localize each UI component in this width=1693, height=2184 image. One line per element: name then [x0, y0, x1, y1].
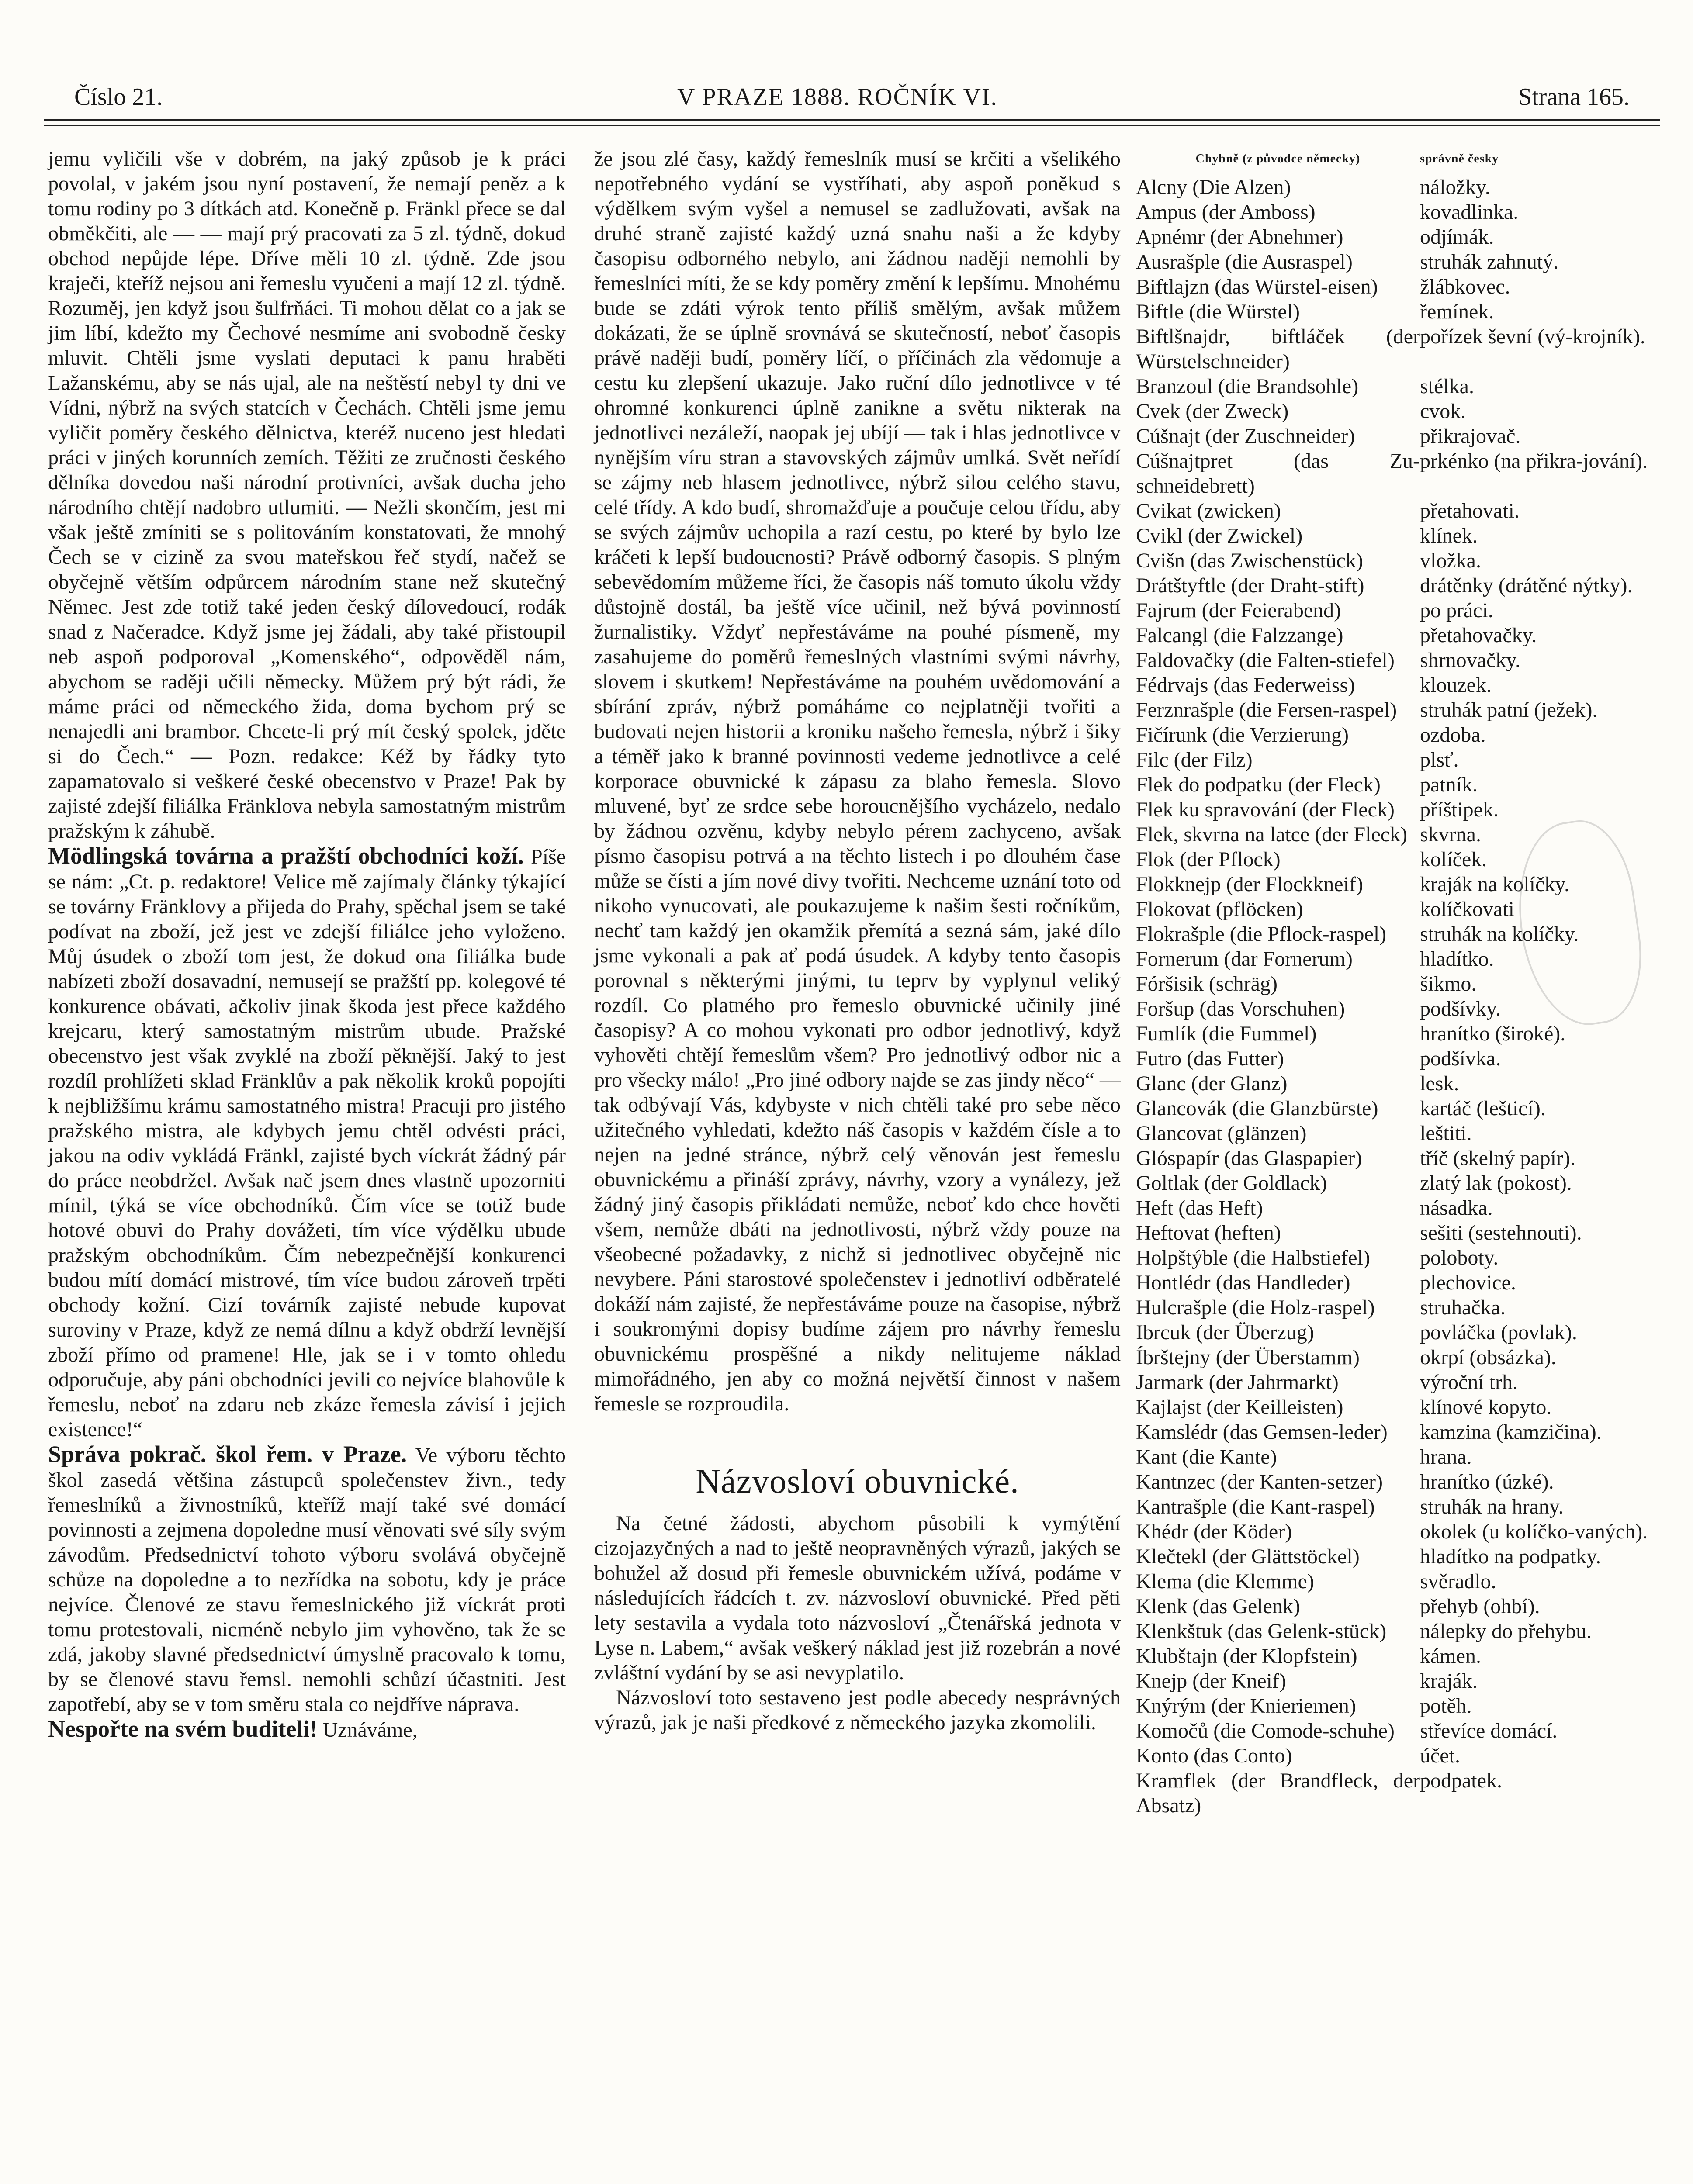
glossary-term: Knýrým (der Knieriemen): [1136, 1694, 1356, 1717]
paragraph: Na četné žádosti, abychom působili k vymýtění cizojazyčných a nad to ještě neopravněných výrazů, jakých se bohužel až dosud při řemesle obuvnickém užívá, podáme v následujících řádcích t. zv. názvosloví obuvnické. Před pěti lety sestavila a vydala toto názvosloví „Čtenářská jednota v Lyse n. Labem,“ avšak veškerý náklad jest již rozebrán a nové zvláštní vydání by se asi nevyplatilo.: [594, 1512, 1121, 1684]
glossary-term: Cvikat (zwicken): [1136, 499, 1281, 522]
glossary-term: Fóršisik (schräg): [1136, 972, 1278, 995]
glossary-header: [1136, 146, 1669, 171]
glossary-term: Biftle (die Würstel): [1136, 300, 1300, 323]
glossary-translation: řemínek.: [1420, 300, 1494, 323]
glossary-translation: šikmo.: [1420, 972, 1477, 995]
glossary-row: [1136, 1693, 1669, 1718]
glossary-row: [1136, 424, 1669, 449]
glossary-translation: kolíček.: [1420, 848, 1487, 871]
glossary-term: Fornerum (dar Fornerum): [1136, 947, 1353, 971]
glossary-row: [1136, 797, 1669, 822]
glossary-translation: kolíčkovati: [1420, 898, 1514, 921]
header-rule: [44, 119, 1660, 121]
paragraph: Názvosloví toto sestaveno jest podle abecedy nesprávných výrazů, jak je naši předkové z německého jazyka zkomolili.: [594, 1686, 1121, 1734]
glossary-translation: patník.: [1420, 773, 1478, 796]
glossary-translation: kraják.: [1420, 1669, 1478, 1693]
glossary-term: Cvek (der Zweck): [1136, 400, 1289, 423]
glossary-term: Konto (das Conto): [1136, 1744, 1292, 1767]
glossary-term: Glanc (der Glanz): [1136, 1072, 1288, 1095]
glossary-translation: hrana.: [1420, 1445, 1472, 1469]
column-2: [594, 146, 1121, 1735]
header-rule-thin: [44, 125, 1660, 126]
glossary-term: Faldovačky (die Falten-stiefel): [1136, 649, 1395, 672]
glossary-translation: po práci.: [1420, 599, 1493, 622]
glossary-translation: přehyb (ohbí).: [1420, 1595, 1540, 1618]
glossary-row: [1136, 1320, 1669, 1345]
glossary-translation: přikrajovač.: [1420, 425, 1521, 448]
glossary-translation: struhák zahnutý.: [1420, 250, 1559, 273]
glossary-translation: kovadlinka.: [1420, 200, 1519, 224]
glossary-translation: násadka.: [1420, 1196, 1493, 1220]
glossary-term: Cúšnajtpret (das Zu-schneidebrett): [1136, 449, 1420, 498]
glossary-term: Fédrvajs (das Federweiss): [1136, 674, 1355, 697]
page-header: [74, 83, 1630, 122]
glossary-row: [1136, 1669, 1669, 1693]
glossary-translation: zlatý lak (pokost).: [1420, 1171, 1572, 1195]
glossary-row: [1136, 1494, 1669, 1519]
glossary-translation: poloboty.: [1420, 1246, 1499, 1269]
glossary-term: Jarmark (der Jahrmarkt): [1136, 1371, 1339, 1394]
glossary-term: Kamslédr (das Gemsen-leder): [1136, 1420, 1388, 1444]
glossary-term: Branzoul (die Brandsohle): [1136, 375, 1359, 398]
glossary-row: [1136, 1171, 1669, 1196]
glossary-translation: struhačka.: [1420, 1296, 1506, 1319]
glossary-row: [1136, 1644, 1669, 1669]
glossary-term: Flokovat (pflöcken): [1136, 898, 1303, 921]
glossary-term: Holpštýble (die Halbstiefel): [1136, 1246, 1370, 1269]
glossary-translation: kraják na kolíčky.: [1420, 873, 1570, 896]
section-heading: Správa pokrač. škol řem. v Praze.: [48, 1441, 407, 1467]
glossary-row: [1136, 598, 1669, 623]
glossary-translation: nálepky do přehybu.: [1420, 1620, 1592, 1643]
glossary-row: [1136, 523, 1669, 548]
glossary-translation: struhák patní (ježek).: [1420, 698, 1598, 722]
glossary-term: Klenkštuk (das Gelenk-stück): [1136, 1620, 1387, 1643]
glossary-translation: hranítko (úzké).: [1420, 1470, 1554, 1493]
glossary-term: Fajrum (der Feierabend): [1136, 599, 1341, 622]
glossary-translation: podpatek.: [1420, 1769, 1502, 1792]
paragraph: Uznáváme,: [322, 1718, 418, 1742]
glossary-row: [1136, 673, 1669, 698]
glossary-term: Ampus (der Amboss): [1136, 200, 1316, 224]
glossary-translation: odjímák.: [1420, 225, 1494, 249]
glossary-term: Flokknejp (der Flockkneif): [1136, 873, 1363, 896]
glossary-row: [1136, 1569, 1669, 1594]
glossary-row: [1136, 623, 1669, 648]
glossary-translation: podšívky.: [1420, 997, 1501, 1020]
glossary-term: Knejp (der Kneif): [1136, 1669, 1286, 1693]
glossary-translation: potěh.: [1420, 1694, 1472, 1717]
glossary-row: [1136, 573, 1669, 598]
glossary-row: [1136, 1046, 1669, 1071]
glossary-term: Kantrašple (die Kant-raspel): [1136, 1495, 1375, 1518]
section-heading: Nespořte na svém buditeli!: [48, 1716, 318, 1742]
section-title: Názvosloví obuvnické.: [696, 1462, 1019, 1500]
glossary-translation: okrpí (obsázka).: [1420, 1346, 1556, 1369]
glossary-translation: plsť.: [1420, 748, 1459, 771]
paragraph: Ve výboru těchto škol zasedá většina zástupců společenstev živn., tedy řemeslníků a živnostníků, kteříž mají také své domácí povinnosti a zejmena dopoledne musí věnovati své síly svým závodům. Předsednictví tohoto výboru svolává obyčejně schůze na dopoledne a to nezřídka na sobotu, kdy je práce nejvíce. Členové ze stavu řemeslnického již víckrát proti tomu protestovali, nicméně nebylo jim vyhověno, tak že se zdá, jakoby slavné předsednictví úmyslně pracovalo k tomu, by se členové stavu řemsl. nemohli schůzí účastniti. Jest zapotřebí, aby se v tom směru stala co nejdříve náprava.: [48, 1444, 566, 1716]
glossary-translation: hranítko (široké).: [1420, 1022, 1566, 1045]
glossary-row: [1136, 1220, 1669, 1245]
glossary-row: [1136, 249, 1669, 274]
glossary-row: [1136, 1743, 1669, 1768]
glossary-term: Heft (das Heft): [1136, 1196, 1263, 1220]
glossary-translation: sešiti (sestehnouti).: [1420, 1221, 1582, 1244]
glossary-row: [1136, 274, 1669, 299]
glossary-term: Ausrašple (die Ausraspel): [1136, 250, 1353, 273]
glossary-term: Drátštyftle (der Draht-stift): [1136, 574, 1364, 597]
glossary-row: [1136, 399, 1669, 424]
glossary-term: Kajlajst (der Keilleisten): [1136, 1396, 1343, 1419]
glossary-row: [1136, 1345, 1669, 1370]
glossary-term: Biftlajzn (das Würstel-eisen): [1136, 275, 1378, 298]
glossary-translation: střevíce domácí.: [1420, 1719, 1558, 1742]
glossary-term: Flek do podpatku (der Fleck): [1136, 773, 1381, 796]
glossary-term: Kant (die Kante): [1136, 1445, 1277, 1469]
glossary-row: [1136, 747, 1669, 772]
glossary-term: Glóspapír (das Glaspapier): [1136, 1147, 1362, 1170]
glossary-term: Klema (die Klemme): [1136, 1570, 1314, 1593]
glossary-row: [1136, 1245, 1669, 1270]
glossary-term: Fumlík (die Fummel): [1136, 1022, 1317, 1045]
glossary-translation: příštipek.: [1420, 798, 1499, 821]
glossary-translation: tříč (skelný papír).: [1420, 1147, 1575, 1170]
glossary-translation: hladítko na podpatky.: [1420, 1545, 1601, 1568]
glossary-row: [1136, 1395, 1669, 1420]
glossary-row: [1136, 1544, 1669, 1569]
glossary-row: [1136, 1196, 1669, 1220]
glossary-row: [1136, 1469, 1669, 1494]
glossary-row: [1136, 1519, 1669, 1544]
glossary-term: Khédr (der Köder): [1136, 1520, 1292, 1543]
glossary-term: Goltlak (der Goldlack): [1136, 1171, 1327, 1195]
paragraph: že jsou zlé časy, každý řemeslník musí se krčiti a všelikého nepotřebného vydání se vystříhati, aby aspoň poněkud s výdělkem svým vyšel a nemusel se zadlužovati, avšak na druhé straně zajisté každý uzná snahu naši a že kdyby časopisu odborného nebylo, ani žádnou naději nemohli by řemeslníci míti, že se kdy poměry změní k lepšímu. Mnohému bude se zdáti výrok tento příliš smělým, avšak můžem dokázati, že se úplně srovnává se skutečností, neboť časopis právě naději budí, poměry líčí, o příčinách zla vědomuje a cestu ku zlepšení ukazuje. Jako ruční dílo jednotlivce v té ohromné konkurenci úplně zanikne a světu nikterak na jednotlivci nezáleží, naopak jej ubíjí — tak i hlas jednotlivce v nynějším víru stran a stavovských zájmův umlká. Svět neřídí se zájmy neb hlasem jednotlivce, nýbrž silou celého stavu, celé třídy. A kdo budí, shromažďuje a poučuje celou třídu, aby se svých zájmův uchopila a razí cestu, po které by bylo lze kráčeti k lepší budoucnosti? Právě odborný časopis. S plným sebevědomím můžeme říci, že časopis náš tomuto úkolu vždy důstojně dostál, ba ještě více učinil, než bývá povinností žurnalistiky. Vždyť nepřestáváme na pouhé písmeně, my zasahujeme do poměrů řemeslných vlastními svými návrhy, slovem i skutkem! Nepřestáváme na pouhém uvědomování a sbírání zpráv, nýbrž pomáháme co nejplatněji tvořiti a budovati nejen historii a kroniku našeho řemesla, nýbrž i šiky a téměř jako k branné povinnosti vedeme jednotlivce a celé korporace obuvnické k zápasu za blaho řemesla. Slovo mluvené, byť ze srdce sebe horoucnějšího vycházelo, nedalo by žádnou ozvěnu, kdyby nebylo pérem zachyceno, avšak písmo časopisu potrvá a na těchto listech i po dlouhém čase může se čísti a jím nové divy tvořiti. Nechceme uznání toto od nikoho vynucovati, ale poukazujeme k našim šesti ročníkům, nechť tam každý jen okamžik přemítá a sezná sám, jaké dílo jsme vykonali a pak ať podá úsudek. A kdyby tento časopis porovnal s některými jinými, tu teprv by vyplynul veliký rozdíl. Co platného pro řemeslo obuvnické učinily jiné časopisy? A co mohou vykonati pro odbor jednotlivý, když vyhověti chtějí řemeslům všem? Pro jednotlivý odbor nic a pro všecky málo! „Pro jiné odbory najde se zas jindy něco“ — tak odbývají Vás, kdybyste v nich chtěli také pro sebe něco užitečného vyhledati, kdežto náš časopis v každém čísle a to nejen na jedné stránce, nýbrž celý věnován jest řemeslu obuvnickému a přináší zprávy, návrhy, vzory a vynálezy, jež žádný jiný časopis přikládati nemůže, neboť kdo chce hověti všem, nemůže dbáti na jednotlivosti, nýbrž vždy pouze na všeobecné požadavky, z nichž si jednotlivec obyčejně nic nevybere. Páni starostové společenstev i jednotliví odběratelé dokáží nám zajisté, že nepřestáváme pouze na časopise, nýbrž i soukromými dopisy budíme zájem pro návrhy řemeslu obuvnickému prospěšné a nikdy nelitujeme náklad mimořádného, jen aby co možná největší činnost v našem řemesle se rozproudila.: [594, 147, 1121, 1415]
issue-number: Číslo 21.: [74, 83, 163, 111]
glossary-translation: náložky.: [1420, 176, 1490, 199]
glossary-term: Flok (der Pflock): [1136, 848, 1281, 871]
glossary-term: Ferznrašple (die Fersen-raspel): [1136, 698, 1397, 722]
glossary-translation: kartáč (lešticí).: [1420, 1097, 1546, 1120]
glossary-row: [1136, 548, 1669, 573]
paragraph: Píše se nám: „Ct. p. redaktore! Velice mě zajímaly články týkající se továrny Fränklovy a přijeda do Prahy, spěchal jsem se také podívat na zboží, jež jest ve zdejší filiálce jeho vyloženo. Můj úsudek o zboží tom jest, že dokud ona filiálka bude nabízeti zboží dosavadní, nemusejí se pražští pp. kolegové té konkurence obávati, ačkoliv jinak škoda jest přece každého krejcaru, který samostatným mistrům ubude. Pražské obecenstvo jest však zvyklé na zboží pěknější. Jaký to jest rozdíl prohlížeti sklad Fränklův a pak několik kroků popojíti k nejbližšímu krámu samostatného mistra! Pracuji pro jistého pražského mistra, ale kdybych jemu chtěl odvésti práci, jakou na odiv vykládá Fränkl, zajisté bych víckrát žádný pár do práce neobdržel. Avšak nač jsem dnes vlastně upozorniti mínil, týká se více obchodníků. Čím více se totiž bude hotové obuvi do Prahy dovážeti, tím více výdělku ubude pražským obchodníkům. Čím nebezpečnější konkurenci budou mítí domácí mistrové, tím více budou zároveň trpěti obchody kožní. Cizí továrník zajisté nebude kupovat suroviny v Praze, když ze nemá dílnu a když obdrží levnější zboží přímo od pramene! Hle, jak se i v tomto ohledu odporučuje, aby páni obchodníci jevili co nejvíce blahovůle k řemeslu, neboť na zdaru neb zkáze řemesla závisí i jejich existence!“: [48, 845, 566, 1441]
glossary-row: [1136, 772, 1669, 797]
section-heading: Mödlingská továrna a pražští obchodníci koží.: [48, 843, 524, 869]
glossary-term: Flek ku spravování (der Fleck): [1136, 798, 1395, 821]
glossary-term: Futro (das Futter): [1136, 1047, 1284, 1070]
glossary-translation: stélka.: [1420, 375, 1474, 398]
glossary-translation: prkénko (na přikra-jování).: [1420, 449, 1648, 473]
glossary-row: [1136, 1718, 1669, 1743]
glossary-translation: hladítko.: [1420, 947, 1494, 971]
glossary-term: Klečtekl (der Glättstöckel): [1136, 1545, 1360, 1568]
glossary-translation: přetahovačky.: [1420, 624, 1537, 647]
glossary-row: [1136, 1420, 1669, 1444]
glossary-row: [1136, 1146, 1669, 1171]
glossary-term: Komočů (die Comode-schuhe): [1136, 1719, 1395, 1742]
glossary-row: [1136, 1071, 1669, 1096]
glossary-term: Flek, skvrna na latce (der Fleck): [1136, 823, 1408, 846]
glossary-row: [1136, 200, 1669, 225]
glossary-translation: přetahovati.: [1420, 499, 1520, 522]
glossary-translation: klínek.: [1420, 524, 1478, 547]
glossary-term: Klenk (das Gelenk): [1136, 1595, 1300, 1618]
glossary-translation: kamzina (kamzičina).: [1420, 1420, 1602, 1444]
glossary-row: [1136, 1096, 1669, 1121]
glossary-term: Glancovat (glänzen): [1136, 1122, 1307, 1145]
glossary-translation: povláčka (povlak).: [1420, 1321, 1577, 1344]
glossary-row: [1136, 722, 1669, 747]
glossary-translation: kámen.: [1420, 1645, 1481, 1668]
glossary-term: Cúšnajt (der Zuschneider): [1136, 425, 1355, 448]
glossary-translation: leštiti.: [1420, 1122, 1472, 1145]
glossary-row: [1136, 175, 1669, 200]
glossary-translation: klouzek.: [1420, 674, 1492, 697]
paragraph: jemu vyličili vše v dobrém, na jaký způsob je k práci povolal, v jakém jsou nyní postavení, že nemají peněz a k tomu rodiny po 3 dítkách atd. Konečně p. Fränkl přece se dal obměkčiti, ale — — mají prý pracovati za 5 zl. týdně, dokud obchod nepůjde lépe. Dříve měli 10 zl. týdně. Zde jsou kraječi, kteříž nejsou ani řemeslu vyučeni a mají 12 zl. týdně. Rozuměj, jen když jsou šulfrňáci. Ti mohou dělat co a jak se jim líbí, kdežto my Čechové nesmíme ani svobodně česky mluvit. Chtěli jsme vyslati deputaci k panu hraběti Lažanskému, aby se nás ujal, ale na neštěstí nebyl ty dni ve Vídni, nýbrž na svých statcích v Čechách. Chtěli jsme jemu vyličit poměry českého dělnictva, kteréž nuceno jest hledati práci v jiných korunních zemích. Těžiti ze zručnosti českého dělníka dovedou naši národní protivníci, avšak ducha jeho národního chtějí nadobro utlumiti. — Nežli skončím, jest mi však ještě zmíniti se s politováním konstatovati, že mnohý Čech se v cizině za svou mateřskou řeč stydí, načež se obyčejně větším odpůrcem národním stane než skutečný Němec. Jest zde totiž také jeden český dílovedoucí, rodák snad z Načeradce. Když jsme jej žádali, aby také přistoupil neb aspoň podporoval „Komenského“, odpověděl nám, abychom se raději učili německy. Můžem prý být rádi, že máme práci od německého žida, doma bychom prý se nenajedli ani brambor. Chcete-li prý mít český spolek, jděte si do Čech.“ — Pozn. redakce: Kéž by řádky tyto zapamatovalo si veškeré české obecenstvo v Praze! Pak by zajisté zdejší filiálka Fränklova nebyla samostatným mistrům pražským k záhubě.: [48, 147, 566, 843]
glossary-term: Kantnzec (der Kanten-setzer): [1136, 1470, 1383, 1493]
glossary-translation: klínové kopyto.: [1420, 1396, 1552, 1419]
glossary-term: Cvikl (der Zwickel): [1136, 524, 1303, 547]
column-1: [48, 146, 566, 1742]
glossary-term: Filc (der Filz): [1136, 748, 1253, 771]
glossary-term: Falcangl (die Falzzange): [1136, 624, 1343, 647]
page-number: Strana 165.: [1518, 83, 1630, 111]
glossary-term: Klubštajn (der Klopfstein): [1136, 1645, 1357, 1668]
glossary-term: Alcny (Die Alzen): [1136, 176, 1291, 199]
glossary-row: [1136, 1270, 1669, 1295]
glossary-term: Cvišn (das Zwischenstück): [1136, 549, 1363, 572]
glossary-term: Heftovat (heften): [1136, 1221, 1281, 1244]
glossary-row: [1136, 299, 1669, 324]
glossary-row: [1136, 498, 1669, 523]
glossary-row: [1136, 374, 1669, 399]
glossary-translation: ozdoba.: [1420, 723, 1486, 746]
glossary-row: [1136, 449, 1669, 498]
glossary-row: [1136, 1619, 1669, 1644]
glossary-term: Foršup (das Vorschuhen): [1136, 997, 1345, 1020]
glossary-translation: lesk.: [1420, 1072, 1459, 1095]
glossary-term: Apnémr (der Abnehmer): [1136, 225, 1343, 249]
glossary-term: Íbrštejny (der Überstamm): [1136, 1346, 1360, 1369]
glossary-term: Fičírunk (die Verzierung): [1136, 723, 1349, 746]
glossary-row: [1136, 648, 1669, 673]
glossary-term: Kramflek (der Brandfleck, der Absatz): [1136, 1769, 1420, 1817]
glossary-translation: podšívka.: [1420, 1047, 1501, 1070]
glossary-row: [1136, 1121, 1669, 1146]
glossary-row: [1136, 1768, 1669, 1818]
glossary-translation: struhák na kolíčky.: [1420, 923, 1579, 946]
glossary-translation: okolek (u kolíčko-vaných).: [1420, 1520, 1648, 1543]
glossary-row: [1136, 1295, 1669, 1320]
glossary-term: Flokrašple (die Pflock-raspel): [1136, 923, 1387, 946]
glossary-term: Ibrcuk (der Überzug): [1136, 1321, 1314, 1344]
glossary-translation: struhák na hrany.: [1420, 1495, 1564, 1518]
glossary-row: [1136, 1370, 1669, 1395]
glossary-translation: výroční trh.: [1420, 1371, 1518, 1394]
glossary-row: [1136, 225, 1669, 249]
glossary-translation: plechovice.: [1420, 1271, 1516, 1294]
glossary-term: Hontlédr (das Handleder): [1136, 1271, 1350, 1294]
glossary-translation: shrnovačky.: [1420, 649, 1521, 672]
glossary-term: Hulcrašple (die Holz-raspel): [1136, 1296, 1375, 1319]
glossary-row: [1136, 324, 1669, 374]
glossary-row: [1136, 698, 1669, 722]
glossary-header-right: správně česky: [1420, 152, 1499, 166]
glossary-translation: skvrna.: [1420, 823, 1481, 846]
glossary-translation: cvok.: [1420, 400, 1466, 423]
glossary-translation: drátěnky (drátěné nýtky).: [1420, 574, 1633, 597]
glossary-translation: vložka.: [1420, 549, 1481, 572]
glossary-term: Glancovák (die Glanzbürste): [1136, 1097, 1378, 1120]
place-year: V PRAZE 1888. ROČNÍK VI.: [677, 83, 998, 111]
glossary-row: [1136, 1594, 1669, 1619]
glossary-translation: svěradlo.: [1420, 1570, 1496, 1593]
glossary-translation: žlábkovec.: [1420, 275, 1510, 298]
glossary-term: Biftlšnajdr, biftláček (der Würstelschneider): [1136, 325, 1420, 373]
glossary-header-wrong: Chybně (z původce německy): [1195, 152, 1361, 166]
glossary-translation: pořízek ševní (vý-krojník).: [1420, 325, 1645, 348]
glossary-translation: účet.: [1420, 1744, 1460, 1767]
glossary-row: [1136, 1444, 1669, 1469]
